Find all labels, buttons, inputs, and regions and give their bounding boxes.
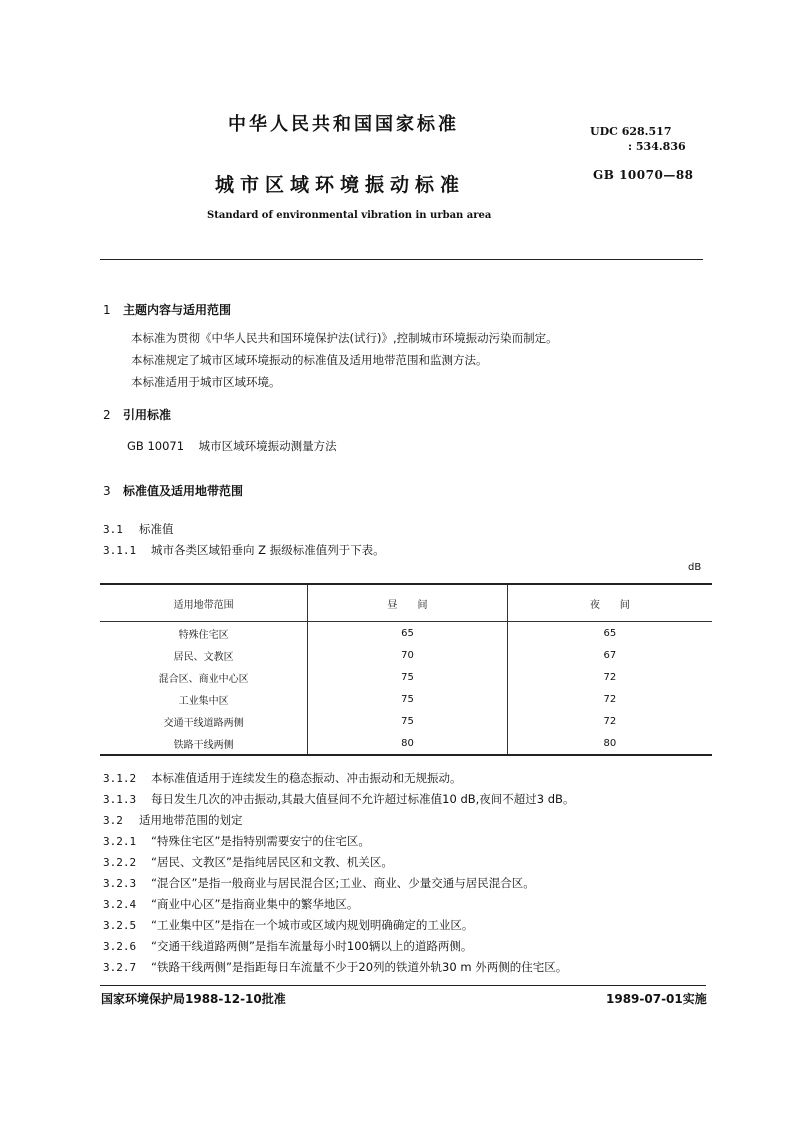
clause-3-2-5	[103, 917, 473, 933]
table-row	[100, 688, 712, 710]
day-value-cell: 70	[308, 644, 507, 666]
english-title: Standard of environmental vibration in urban area	[207, 210, 492, 221]
zone-cell: 特殊住宅区	[100, 622, 308, 645]
night-value-cell: 72	[507, 688, 712, 710]
table-row	[100, 666, 712, 688]
standard-category-title: 中华人民共和国国家标准	[228, 114, 459, 135]
zone-cell: 铁路干线两侧	[100, 732, 308, 755]
item-text: “铁路干线两侧”是指距每日车流量不少于20列的铁道外轨30 m 外两侧的住宅区。	[151, 960, 568, 974]
subsection-3-1	[103, 521, 174, 537]
section-2-heading	[103, 406, 171, 423]
section-3-heading	[103, 482, 243, 499]
udc-code	[590, 124, 686, 154]
paragraph: 本标准规定了城市区域环境振动的标准值及适用地带范围和监测方法。	[131, 353, 488, 367]
gb-number: GB 10070—88	[593, 168, 694, 182]
clause-3-2-7	[103, 959, 567, 975]
item-text: “居民、文教区”是指纯居民区和文教、机关区。	[151, 855, 393, 869]
table-row	[100, 622, 712, 645]
table-row	[100, 732, 712, 755]
item-number: 3.1.1	[103, 544, 137, 557]
clause-3-1-2	[103, 770, 462, 786]
header-divider	[100, 259, 703, 260]
clause-3-2-3	[103, 875, 535, 891]
udc-line-2: : 534.836	[628, 140, 686, 153]
item-text: “特殊住宅区”是指特别需要安宁的住宅区。	[151, 834, 370, 848]
clause-3-2-6	[103, 938, 472, 954]
item-title: 适用地带范围的划定	[139, 813, 243, 827]
item-number: 3.2	[103, 814, 123, 827]
table-row	[100, 710, 712, 732]
header-daytime: 昼 间	[308, 584, 507, 622]
standard-name: 城市区域环境振动标准	[215, 174, 466, 196]
zone-cell: 居民、文教区	[100, 644, 308, 666]
effective-date: 1989-07-01实施	[606, 992, 707, 1006]
paragraph: 本标准适用于城市区域环境。	[131, 375, 281, 389]
item-number: 3.2.6	[103, 940, 137, 953]
clause-3-2-2	[103, 854, 393, 870]
item-number: 3.2.7	[103, 961, 137, 974]
item-number: 3.2.3	[103, 877, 137, 890]
night-value-cell: 80	[507, 732, 712, 755]
item-text: “交通干线道路两侧”是指车流量每小时100辆以上的道路两侧。	[151, 939, 473, 953]
section-title: 主题内容与适用范围	[123, 303, 232, 317]
item-number: 3.1.3	[103, 793, 137, 806]
item-title: 标准值	[139, 522, 174, 536]
udc-line-1: UDC 628.517	[590, 125, 672, 138]
item-number: 3.2.4	[103, 898, 137, 911]
section-number: 2	[103, 408, 111, 422]
day-value-cell: 75	[308, 710, 507, 732]
item-number: 3.1	[103, 523, 123, 536]
item-number: 3.1.2	[103, 772, 137, 785]
reference-standard: GB 10071 城市区域环境振动测量方法	[127, 439, 337, 453]
day-value-cell: 65	[308, 622, 507, 645]
zone-cell: 交通干线道路两侧	[100, 710, 308, 732]
section-title: 引用标准	[123, 408, 172, 422]
zone-cell: 工业集中区	[100, 688, 308, 710]
approval-note: 国家环境保护局1988-12-10批准	[101, 992, 286, 1006]
night-value-cell: 72	[507, 710, 712, 732]
table-unit: dB	[688, 562, 702, 573]
header-nighttime: 夜 间	[507, 584, 712, 622]
item-text: “商业中心区”是指商业集中的繁华地区。	[151, 897, 359, 911]
paragraph: 本标准为贯彻《中华人民共和国环境保护法(试行)》,控制城市环境振动污染而制定。	[131, 331, 558, 345]
item-text: “工业集中区”是指在一个城市或区域内规划明确确定的工业区。	[151, 918, 474, 932]
section-number: 3	[103, 484, 111, 498]
zone-cell: 混合区、商业中心区	[100, 666, 308, 688]
item-text: “混合区”是指一般商业与居民混合区;工业、商业、少量交通与居民混合区。	[151, 876, 535, 890]
item-text: 城市各类区域铅垂向 Z 振级标准值列于下表。	[151, 543, 385, 557]
night-value-cell: 67	[507, 644, 712, 666]
subsection-3-2	[103, 812, 243, 828]
clause-3-1-3	[103, 791, 574, 807]
item-number: 3.2.5	[103, 919, 137, 932]
header-zone: 适用地带范围	[100, 584, 308, 622]
table-header-row	[100, 584, 712, 622]
table-row	[100, 644, 712, 666]
footer-divider	[100, 985, 706, 986]
night-value-cell: 65	[507, 622, 712, 645]
item-text: 每日发生几次的冲击振动,其最大值昼间不允许超过标准值10 dB,夜间不超过3 dB。	[151, 792, 575, 806]
day-value-cell: 75	[308, 688, 507, 710]
clause-3-1-1	[103, 542, 385, 558]
item-number: 3.2.1	[103, 835, 137, 848]
vibration-standard-table	[100, 583, 712, 756]
section-title: 标准值及适用地带范围	[123, 484, 244, 498]
day-value-cell: 80	[308, 732, 507, 755]
day-value-cell: 75	[308, 666, 507, 688]
item-number: 3.2.2	[103, 856, 137, 869]
clause-3-2-1	[103, 833, 370, 849]
section-number: 1	[103, 303, 111, 317]
night-value-cell: 72	[507, 666, 712, 688]
item-text: 本标准值适用于连续发生的稳态振动、冲击振动和无规振动。	[151, 771, 462, 785]
clause-3-2-4	[103, 896, 358, 912]
section-1-heading	[103, 301, 231, 318]
